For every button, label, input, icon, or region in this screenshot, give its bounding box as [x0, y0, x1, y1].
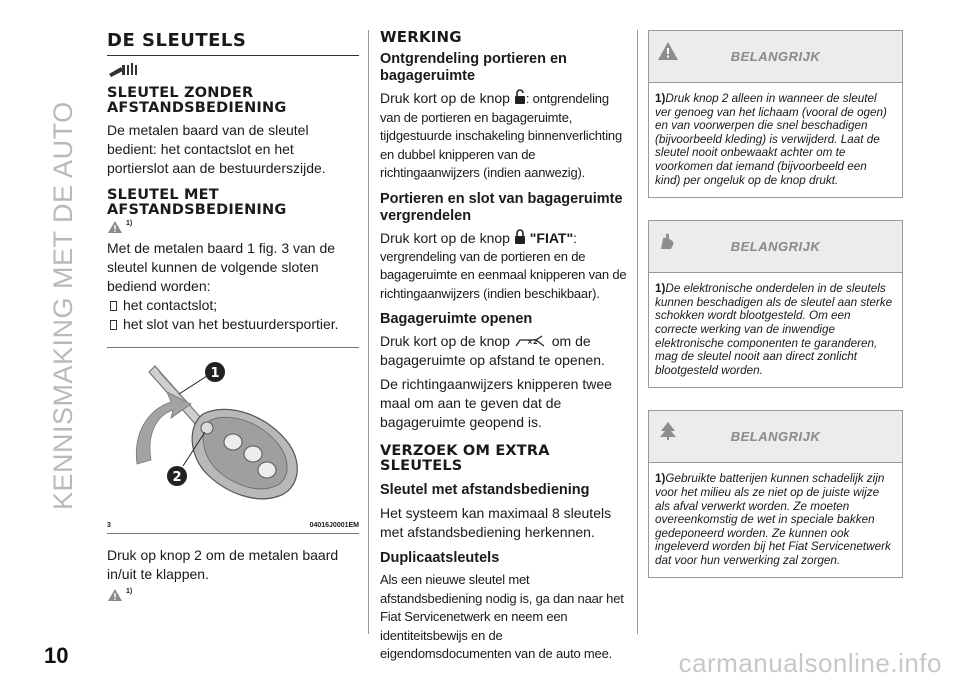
- warning-box: BELANGRIJK 1)Gebruikte batterijen kunnen schadelijk zijn voor het milieu als ze niet op de juiste wijze als afval verwerkt worden. Ze moeten overeenkomstig de wet in speciale bakken gedeponeerd worden. Ze kunnen ook ingeleverd worden bij het Fiat Servicenetwerk dat voor hun verwerking zal zorgen.: [648, 410, 903, 578]
- column-divider: [368, 30, 369, 634]
- warning-box: BELANGRIJK 1)De elektronische onderdelen in de sleutels kunnen beschadigen als de sleutel aan sterke schokken wordt blootgesteld. Om een correcte werking van de inwendige elektronische componenten te garanderen, mag de sleutel nooit aan direct zonlicht blootgesteld worden.: [648, 220, 903, 388]
- key-fob-illustration: [107, 354, 359, 514]
- paragraph-lock: vergrendeling van de portieren en de bagageruimte en eenmaal knipperen van de richtingaanwijzers (indien beschikbaar).: [380, 248, 627, 301]
- paragraph-key-blade: Met de metalen baard 1 fig. 3 van de sleutel kunnen de volgende sloten bediend worden:: [107, 240, 336, 294]
- warning-box: BELANGRIJK 1)Druk knop 2 alleen in wanneer de sleutel ver genoeg van het lichaam (vooral de ogen) en van voorwerpen die snel beschadigen (bijvoorbeeld kleding) is verwijderd. Laat de sleutel nooit onbewaakt achter om te voorkomen dat iemand (bijvoorbeeld een kind) per ongeluk op de knop drukt.: [648, 30, 903, 198]
- note-reference: 1): [126, 588, 133, 595]
- figure-code: 04016J0001EM: [309, 522, 359, 529]
- paragraph-unlock: van de portieren en bagageruimte, tijdgestuurde inschakeling binnenverlichting en dubbel knipperen van de richtingaanwijzers (indien aanwezig).: [380, 109, 622, 180]
- subheading-lock: Portieren en slot van bagageruimte vergrendelen: [380, 190, 623, 224]
- heading-extra-keys: VERZOEK OM EXTRA SLEUTELS: [380, 443, 550, 474]
- page-number: 10: [44, 643, 69, 668]
- figure-caption: [107, 519, 359, 529]
- column-1: [107, 30, 359, 602]
- column-2: WERKING Ontgrendeling portieren en bagageruimte Druk kort op de knop : ontgrendeling van de portieren en bagageruimte, tijdgestuurde inschakeling binnenverlichting en dubbel knipperen van de richtingaanwijzers (indien aanwezig). Portieren en slot van bagageruimte vergrendelen Druk kort op de knop "FIAT": vergrendeling van de portieren en de bagageruimte en eenmaal knipperen van de richtingaanwijzers (indien beschikbaar). Bagageruimte openen Druk kort op de knop ×2 om de bagageruimte op afstand te openen. De richtingaanwijzers knipperen twee maal om aan te geven dat de bagageruimte geopend is. VERZOEK OM EXTRA SLEUTELS Sleutel met afstandsbediening Het systeem kan maximaal 8 sleutels met afstandsbediening herkennen. Duplicaatsleutels Als een nieuwe sleutel met afstandsbediening nodig is, ga dan naar het Fiat Servicenetwerk en neem een identiteitsbewijs en de eigendomsdocumenten van de auto mee.: [380, 30, 627, 664]
- paragraph-key-without-remote: De metalen baard van de sleutel bedient: het contactslot en het portierslot aan de bestuurderszijde.: [107, 122, 326, 176]
- warning-title: BELANGRIJK: [730, 429, 821, 445]
- environment-tree-icon: [657, 421, 679, 441]
- heading-operation: WERKING: [380, 28, 462, 46]
- warning-triangle-icon: [107, 588, 123, 602]
- subheading-open-trunk: Bagageruimte openen: [380, 311, 533, 327]
- hand-warning-icon: [657, 231, 679, 251]
- paragraph-remote-key: Het systeem kan maximaal 8 sleutels met afstandsbediening herkennen.: [380, 505, 612, 540]
- warning-title: BELANGRIJK: [730, 49, 821, 64]
- paragraph-open-trunk: bagageruimte op afstand te openen.: [380, 352, 605, 368]
- warning-triangle-icon: [107, 220, 123, 234]
- paragraph-press-button: Druk op knop 2 om de metalen baard in/uit te klappen.: [107, 547, 339, 582]
- figure-key: [107, 347, 359, 534]
- page-title: DE SLEUTELS: [107, 30, 359, 56]
- column-3: [648, 30, 903, 600]
- svg-text:1: 1: [210, 366, 220, 381]
- paragraph-indicators: De richtingaanwijzers knipperen twee maal om aan te geven dat de bagageruimte geopend is.: [380, 376, 612, 430]
- subheading-unlock: Ontgrendeling portieren en bagageruimte: [380, 51, 567, 84]
- list-item: het contactslot;: [107, 296, 359, 315]
- warning-triangle-icon: [657, 41, 679, 61]
- heading-key-without-remote: SLEUTEL ZONDER AFSTANDSBEDIENING: [107, 85, 287, 116]
- subheading-duplicate-keys: Duplicaatsleutels: [380, 550, 500, 566]
- key-symbol-icon: [107, 62, 359, 80]
- lock-padlock-icon: [514, 229, 526, 245]
- paragraph-duplicate-keys: Als een nieuwe sleutel met afstandsbediening nodig is, ga dan naar het Fiat Servicenetwerk en neem een identiteitsbewijs en de eigendomsdocumenten van de auto mee.: [380, 572, 624, 661]
- figure-number: 3: [107, 522, 111, 529]
- unlock-padlock-icon: [514, 89, 526, 105]
- heading-key-with-remote: SLEUTEL MET AFSTANDSBEDIENING: [107, 187, 287, 218]
- warning-title: BELANGRIJK: [730, 239, 821, 255]
- svg-text:×2: ×2: [526, 338, 538, 346]
- trunk-open-icon: [514, 334, 548, 348]
- column-divider: [637, 30, 638, 634]
- note-reference: 1): [126, 220, 133, 227]
- watermark: carmanualsonline.info: [678, 648, 942, 678]
- list-item: het slot van het bestuurdersportier.: [107, 315, 359, 334]
- subheading-remote-key: Sleutel met afstandsbediening: [380, 482, 590, 498]
- svg-text:2: 2: [172, 470, 182, 485]
